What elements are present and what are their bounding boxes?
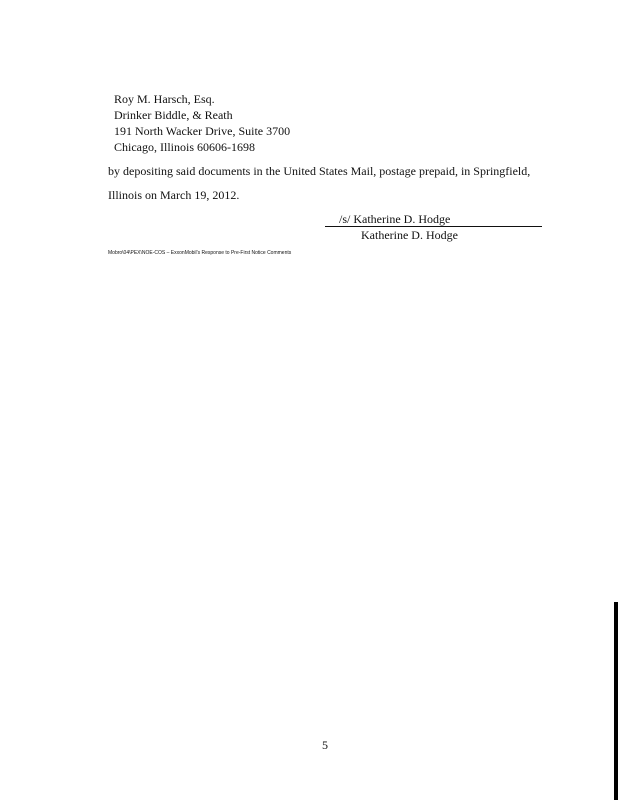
- electronic-signature: /s/ Katherine D. Hodge: [339, 212, 451, 226]
- service-text-line-1: by depositing said documents in the United States Mail, postage prepaid, in Springfield,: [108, 164, 531, 178]
- signer-printed-name: Katherine D. Hodge: [361, 228, 458, 242]
- scan-edge-bar: [614, 602, 618, 800]
- service-text-line-2: Illinois on March 19, 2012.: [108, 188, 240, 202]
- recipient-city: Chicago, Illinois 60606-1698: [114, 140, 255, 154]
- document-footer-path: Mobro\04\PEX\NOE-COS – ExxonMobil's Response to Pre-First Notice Comments: [108, 250, 292, 256]
- page-number: 5: [322, 738, 328, 752]
- recipient-firm: Drinker Biddle, & Reath: [114, 108, 233, 122]
- recipient-name: Roy M. Harsch, Esq.: [114, 92, 215, 106]
- signature-line: [325, 212, 542, 227]
- recipient-street: 191 North Wacker Drive, Suite 3700: [114, 124, 291, 138]
